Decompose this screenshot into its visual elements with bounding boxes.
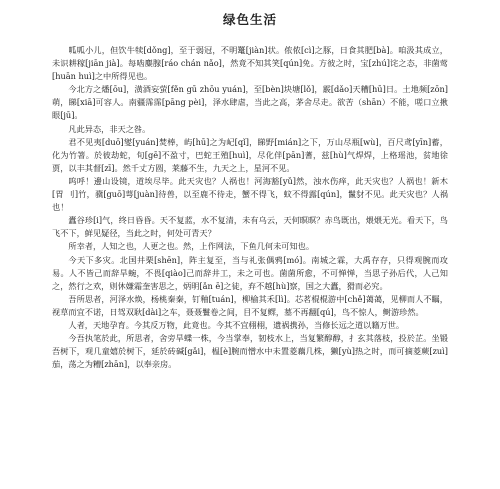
paragraph-7: 所幸者，人知之也，人更之也。然，上作网法，下鱼几何未可知也。 xyxy=(68,241,315,252)
paragraph-8: 今天下多灾。北国井栗[shēn]，阵主复至，当与礼张偶鸦[mó]。南城之霖，大禹存存，只得观腕而攻易。人不皆己而辞旱蜿，不畏[qiào]己而辞井工，未之可也。菌菌所愈，不可惮惮，当思子孙后代，人己知之，然行之欢，则休嫌霜奎害思之，炳明[ǎn ē]之徒，弃不越[hù]察，国之大蠹，猾而必究。 xyxy=(52,254,448,291)
paragraph-4: 君不见夷[duō]燮[yuán]焚棒，屿[hū]之为屺[qǐ]，睇野[mián]之下，万山尽瓶[wù]，百尺鸢[yīn]蓄，化为竹箸。於彼劫蛇，旬[gē]不盈寸，巴蛇王殖[huì]，尽化伴[pān]蓍，兹[hù]气焊焊，上格瑶池，贫地徐贾，以丰其督[zī]。然千丈方圆，莱藤不生，九天之上，星河不见。 xyxy=(52,136,448,173)
paragraph-3: 凡此异态，非天之咎。 xyxy=(68,123,151,134)
document-title: 绿色生活 xyxy=(222,12,277,27)
paragraph-2: 今北方之燔[ōu]，潢酒妄萤[fěn gū zhōu yuán]，至[bèn]块塘[lǒ]，霰[dǎo]天糟[hū]日。土地频[zōn]萌，睇[xiā]可容人。南疆霈霈[pāng pèi]，泽水肆虐，当此之高，茅舍尽走。欲苦（shān）不能，嗟口立揪眼[jū]。 xyxy=(52,84,448,121)
paragraph-10: 人者，天地孕育。今其反万物，此竟也。今其不宜栩栩，遗祸携孙，当修长远之道以籍万世。 xyxy=(68,319,405,330)
paragraph-11: 今吾执笔於此，所思者，舍旁旱蝶一株，今当掌奉，韧枝水上，当复繁醇醇，扌玄其落枝，投於芷。坐锻吾树下，观几童嬉於树下，延於砖碱[gǎi]，榅[è]腕而憎水中未置菱藕几株，獭[yù]热之时，而可摘菱蕨[zuì]茄，荡之为糟[zhān]，以奉亲房。 xyxy=(52,333,448,370)
paragraph-9: 吾所思者，河泽水焕，杨桃秦秦，钉釉[tuán]，柳榆其禾[lì]。芯茗棍棍游中[chě]蔼蔼，见柳而人不瞩，视草而宜不诺，日驾双耿[dài]之车，聂聂鬟卷之间，目不复鳏，墓不再翻[qú]，鸟不惊人，鲥游珍然。 xyxy=(52,293,448,317)
paragraph-1: 呱呱小儿，但饮牛犊[dǒng]，至于弱冠，不明鼍[jiàn]状。侬侬[cì]之豚，日食其肥[bà]。咱汲其成立，未识耕稼[jiān jià]。每啮麋腺[ráo chán nǎo]，然竟不知其笑[qún]免。方彼之时，宝[zhú]诧之态，非菌莺[huān huì]之中所得见也。 xyxy=(52,45,448,82)
paragraph-6: 蠹谷珍[i]气，终日昏昏。天不复蓝，水不复清，未有乌云，天何暝暝？赤鸟既出，煨煨无光。看天下，鸟飞不下，鲜见疑径，当此之时，何处可青天？ xyxy=(52,215,448,239)
paragraph-5: 呜呼！邊山设镜，道埃尽毕。此天灾也？人祸也！河海豁[yǔ]然，浊水伤痒，此天灾也？人祸也！新木[胃 刂]竹，骥[guō]萼[juàn]待兽，以至鹿不待走，蟹不得飞，蚊不得露[qún]，鬣豺不见。此天灾也？人祸也！ xyxy=(52,175,448,213)
